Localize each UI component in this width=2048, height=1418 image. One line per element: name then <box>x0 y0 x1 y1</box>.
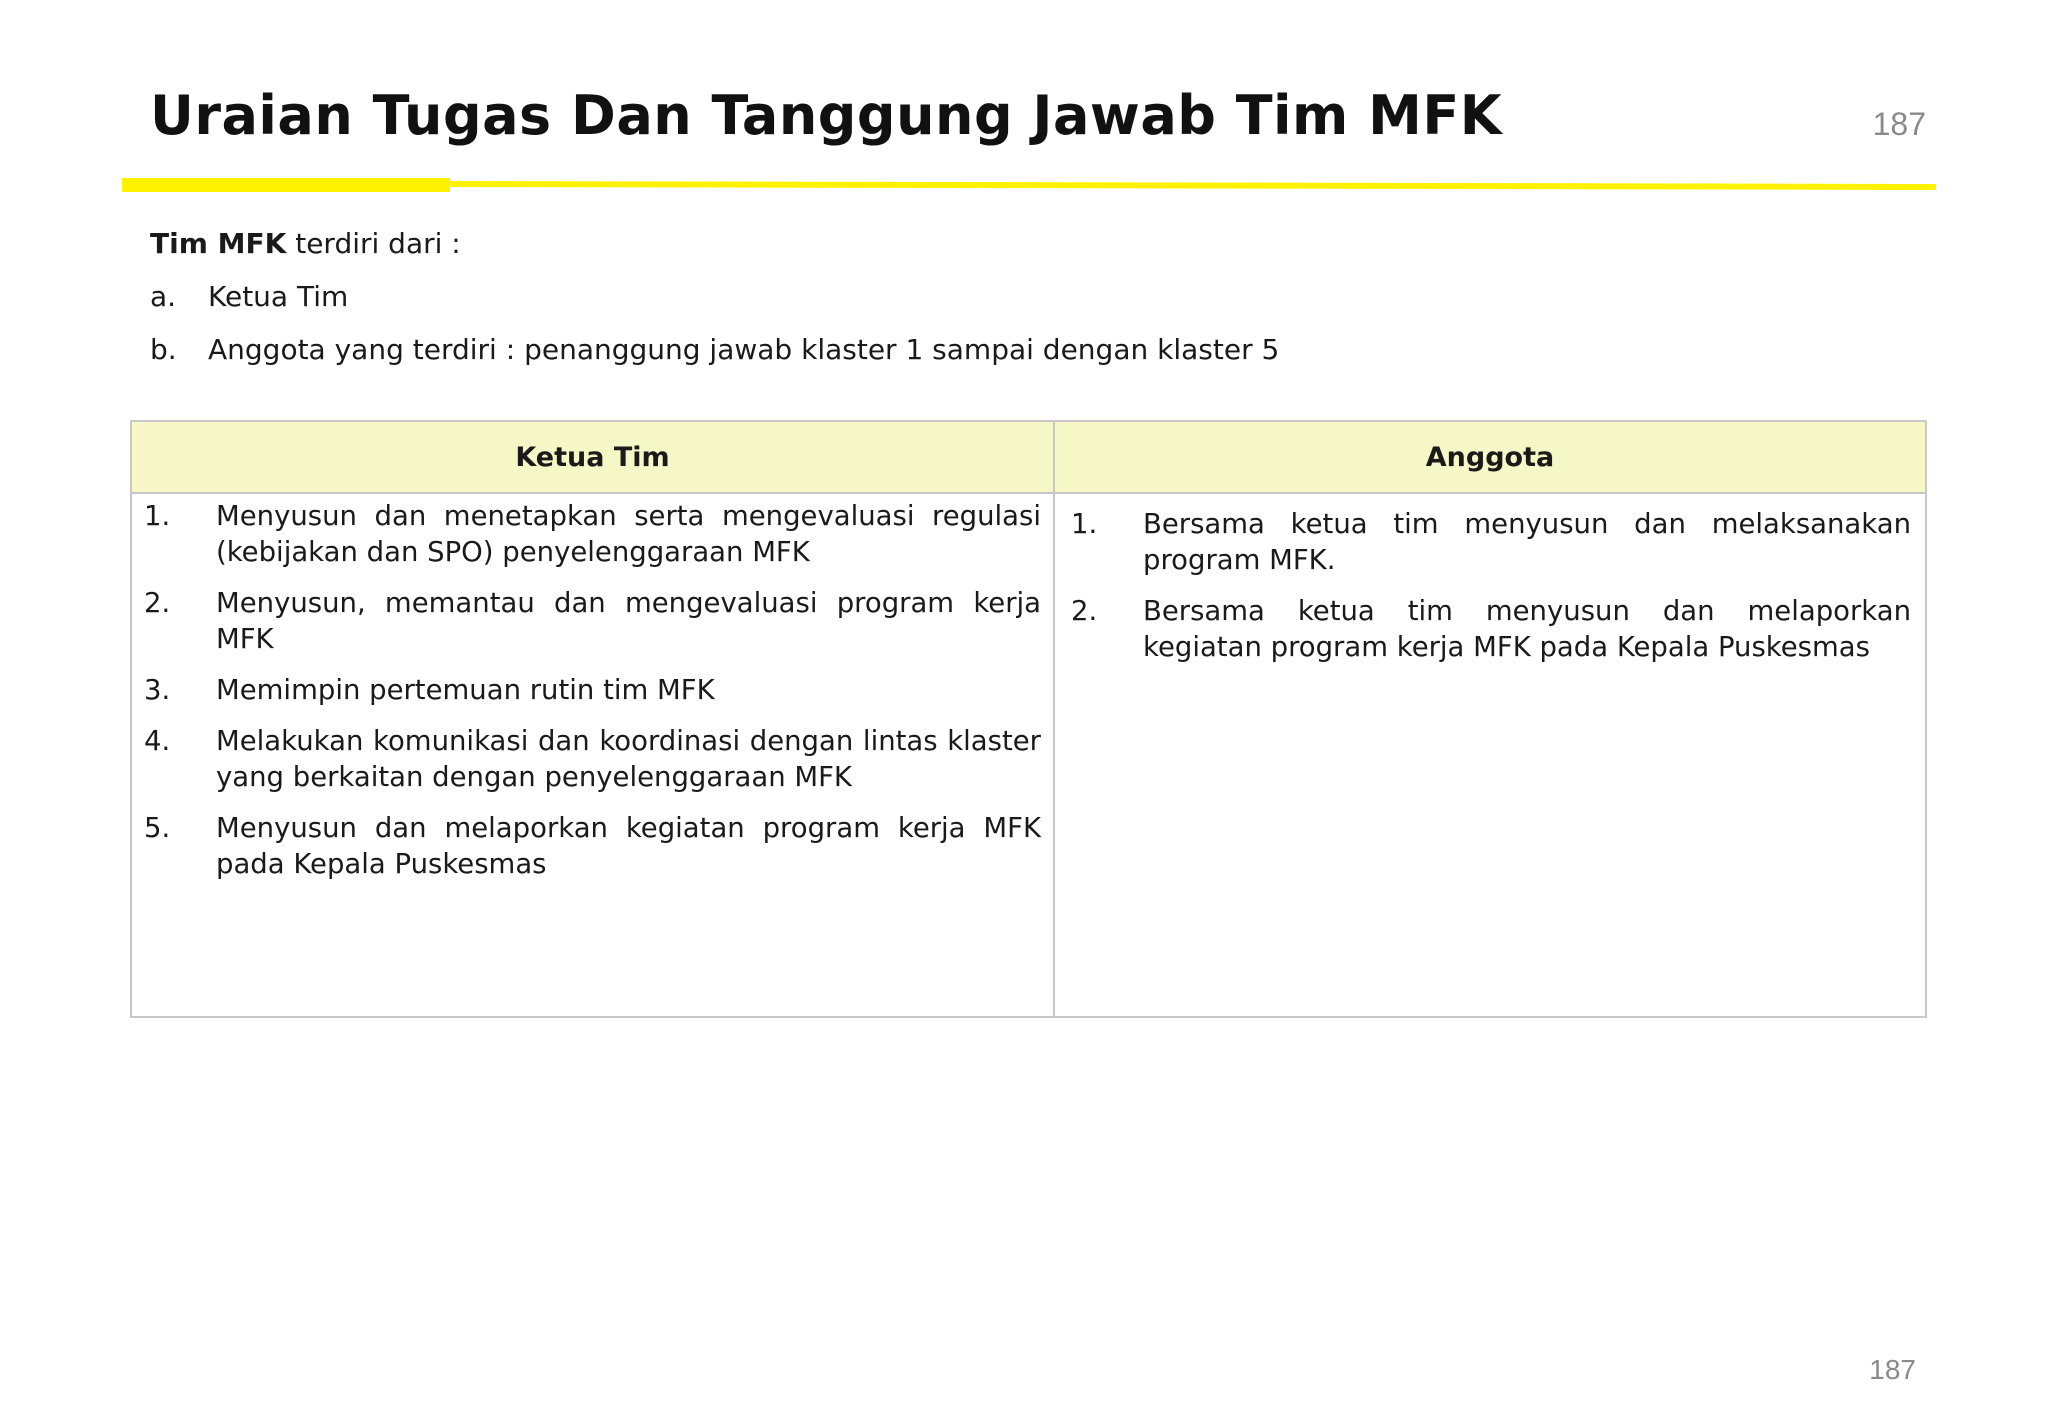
header-ketua-tim: Ketua Tim <box>131 421 1054 493</box>
accent-bar-thick <box>122 178 450 192</box>
page-number-bottom: 187 <box>1869 1354 1916 1385</box>
ketua-duty-item <box>144 810 1041 882</box>
duty-text: Melakukan komunikasi dan koordinasi dengan lintas klaster yang berkaitan dengan penyelenggaraan MFK <box>216 725 1041 793</box>
duty-text: Bersama ketua tim menyusun dan melaporkan kegiatan program kerja MFK pada Kepala Puskesmas <box>1143 595 1911 663</box>
ketua-tim-duties-list <box>132 494 1053 882</box>
page-number-top: 187 <box>1872 106 1926 142</box>
intro-item-marker: a. <box>150 280 177 313</box>
ketua-duty-item <box>144 585 1041 657</box>
duty-number: 3. <box>144 674 171 706</box>
intro-item-text: Ketua Tim <box>208 280 349 313</box>
intro-item-marker: b. <box>150 333 177 366</box>
ketua-duty-item <box>144 723 1041 795</box>
duty-text: Menyusun, memantau dan mengevaluasi program kerja MFK <box>216 587 1041 655</box>
intro-lead-rest: terdiri dari : <box>286 227 461 260</box>
intro-item <box>150 330 1279 383</box>
intro-item-text: Anggota yang terdiri : penanggung jawab klaster 1 sampai dengan klaster 5 <box>208 333 1280 366</box>
ketua-duty-item <box>144 672 1041 708</box>
team-intro <box>150 224 1279 383</box>
title-underline-accent <box>122 176 1936 196</box>
duties-table-body-row <box>131 493 1926 1017</box>
intro-lead <box>150 224 1279 277</box>
duty-number: 2. <box>144 587 171 619</box>
duty-text: Menyusun dan melaporkan kegiatan program kerja MFK pada Kepala Puskesmas <box>216 812 1041 880</box>
duties-table-header-row <box>131 421 1926 493</box>
ketua-duty-item <box>144 498 1041 570</box>
anggota-duty-item <box>1071 593 1911 665</box>
anggota-duties-list <box>1055 494 1925 665</box>
ketua-tim-duties-cell <box>131 493 1054 1017</box>
accent-bar-thin <box>442 181 1936 190</box>
duty-text: Menyusun dan menetapkan serta mengevaluasi regulasi (kebijakan dan SPO) penyelenggaraan MFK <box>216 500 1041 568</box>
intro-lead-bold: Tim MFK <box>150 227 287 260</box>
duty-text: Bersama ketua tim menyusun dan melaksanakan program MFK. <box>1143 508 1911 576</box>
duties-table <box>130 420 1927 1018</box>
duty-number: 2. <box>1071 595 1098 627</box>
duty-number: 4. <box>144 725 171 757</box>
duty-number: 5. <box>144 812 171 844</box>
anggota-duty-item <box>1071 506 1911 578</box>
duty-number: 1. <box>144 500 171 532</box>
anggota-duties-cell <box>1054 493 1926 1017</box>
intro-item <box>150 277 1279 330</box>
slide-title: Uraian Tugas Dan Tanggung Jawab Tim MFK <box>150 84 1503 147</box>
duty-number: 1. <box>1071 508 1098 540</box>
header-anggota: Anggota <box>1054 421 1926 493</box>
duty-text: Memimpin pertemuan rutin tim MFK <box>216 674 715 706</box>
